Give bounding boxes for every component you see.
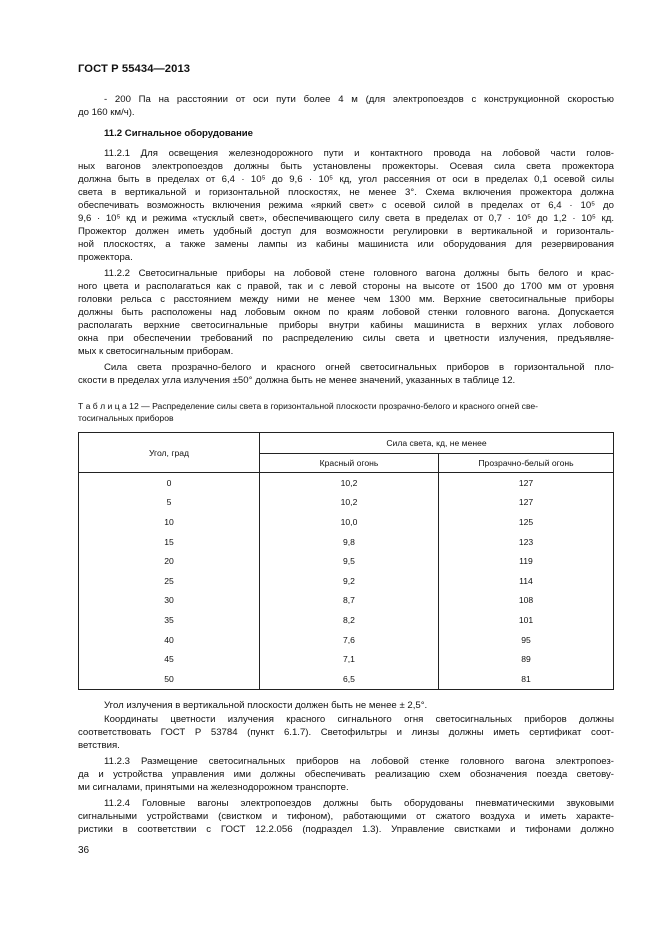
- cell-angle: 45: [79, 649, 260, 669]
- table-row: [79, 649, 614, 669]
- cell-red: 6,5: [260, 669, 439, 689]
- text-line: скости в пределах угла излучения ±50° должна быть не менее значений, указанных в таблице 12.: [78, 375, 516, 386]
- cell-red: 7,1: [260, 649, 439, 669]
- section-title: 11.2 Сигнальное оборудование: [104, 128, 253, 139]
- table-row: [79, 591, 614, 611]
- table-row: [79, 669, 614, 689]
- cell-red: 8,2: [260, 610, 439, 630]
- data-table: [78, 432, 614, 690]
- text-line: 9,6 · 10⁵ кд и режима «тусклый свет», обеспечивающего силу света в пределах от 0,7 · 10⁵ до 1,2 · 10⁵ кд.: [78, 213, 614, 224]
- table-row: [79, 610, 614, 630]
- text-line: 11.2.1 Для освещения железнодорожного пути и контактного провода на лобовой части голов-: [104, 148, 614, 159]
- column-header-white: Прозрачно-белый огонь: [439, 454, 614, 473]
- cell-white: 123: [439, 532, 614, 552]
- text-line: ми сигналами, принятыми на железнодорожном транспорте.: [78, 782, 349, 793]
- text-line: ристики в соответствии с ГОСТ 12.2.056 (подраздел 1.3). Управление свистками и тифонами должно: [78, 824, 614, 835]
- table-row: [79, 532, 614, 552]
- text-line: 11.2.2 Светосигнальные приборы на лобовой стене головного вагона должны быть белого и крас-: [104, 268, 614, 279]
- text-line: Угол излучения в вертикальной плоскости должен быть не менее ± 2,5°.: [104, 700, 428, 711]
- text-line: ветствия.: [78, 740, 120, 751]
- text-line: до 160 км/ч).: [78, 107, 135, 118]
- text-line: располагать верхние светосигнальные приборы внутри кабины машиниста в верхних углах лобового: [78, 320, 614, 331]
- text-line: ного цвета и располагаться как с правой, так и с левой стороны на высоте от 1500 до 1700 мм от уровня: [78, 281, 614, 292]
- text-line: головки рельса с расстоянием между ними не менее чем 1300 мм. Верхние светосигнальные приборы: [78, 294, 614, 305]
- table-caption: тосигнальных приборов: [78, 413, 174, 423]
- cell-red: 7,6: [260, 630, 439, 650]
- text-line: должна быть в пределах от 6,4 · 10⁵ до 9,6 · 10⁵ кд, угол рассеяния от оси в пределах 0,1 осевой силы: [78, 174, 614, 185]
- cell-angle: 40: [79, 630, 260, 650]
- text-line: 11.2.3 Размещение светосигнальных приборов на лобовой стенке головного вагона электропоез-: [104, 756, 614, 767]
- text-line: соответствовать ГОСТ Р 53784 (пункт 6.1.7). Светофильтры и линзы должны иметь сертификат соот-: [78, 727, 614, 738]
- text-line: да и устройства управления ими должны обеспечивать реализацию схем обозначения поезда светову-: [78, 769, 614, 780]
- cell-red: 9,5: [260, 551, 439, 571]
- cell-white: 89: [439, 649, 614, 669]
- text-line: ной плоскостях, а также замены лампы из кабины машиниста или оборудования для резервирования: [78, 239, 614, 250]
- cell-white: 95: [439, 630, 614, 650]
- text-line: Сила света прозрачно-белого и красного огней светосигнальных приборов в горизонтальной пло-: [104, 362, 614, 373]
- text-line: Прожектор должен иметь удобный доступ для возможности регулировки в вертикальной и горизонталь-: [78, 226, 614, 237]
- cell-angle: 20: [79, 551, 260, 571]
- cell-white: 119: [439, 551, 614, 571]
- cell-red: 9,8: [260, 532, 439, 552]
- cell-white: 81: [439, 669, 614, 689]
- page-number: 36: [78, 845, 90, 856]
- text-line: ных вагонов электропоездов должны быть установлены прожекторы. Осевая сила света прожектора: [78, 161, 614, 172]
- cell-white: 127: [439, 473, 614, 493]
- cell-red: 10,0: [260, 512, 439, 532]
- table-row: [79, 630, 614, 650]
- document-header: ГОСТ Р 55434—2013: [78, 63, 191, 75]
- cell-angle: 35: [79, 610, 260, 630]
- cell-red: 10,2: [260, 493, 439, 513]
- text-line: 11.2.4 Головные вагоны электропоездов должны быть оборудованы пневматическими звуковыми: [104, 798, 614, 809]
- text-line: окна при обеспечении требований по распределению силы света и цветности излучения, предъявляе-: [78, 333, 614, 344]
- table-caption: Т а б л и ц а 12 — Распределение силы света в горизонтальной плоскости прозрачно-белого и красного огней све-: [78, 401, 539, 411]
- table-row: [79, 473, 614, 493]
- text-line: должны быть расположены над лобовым окном по краям лобовой стенки головного вагона. Допускается: [78, 307, 614, 318]
- cell-white: 108: [439, 591, 614, 611]
- cell-red: 9,2: [260, 571, 439, 591]
- text-line: света в вертикальной и горизонтальной плоскостях, не менее 3°. Схема включения прожектора должна: [78, 187, 614, 198]
- text-line: Координаты цветности излучения красного сигнального огня светосигнальных приборов должны: [104, 714, 614, 725]
- cell-white: 101: [439, 610, 614, 630]
- column-header-angle: Угол, град: [79, 433, 260, 473]
- text-line: обеспечивать возможность включения режима «яркий свет» с осевой силой в пределах от 6,4 · 10⁵ до: [78, 200, 614, 211]
- cell-angle: 15: [79, 532, 260, 552]
- cell-white: 127: [439, 493, 614, 513]
- column-header-red: Красный огонь: [260, 454, 439, 473]
- text-line: мых к светосигнальным приборам.: [78, 346, 234, 357]
- table-row: [79, 493, 614, 513]
- cell-angle: 30: [79, 591, 260, 611]
- table-row: [79, 551, 614, 571]
- cell-red: 10,2: [260, 473, 439, 493]
- cell-angle: 10: [79, 512, 260, 532]
- cell-white: 114: [439, 571, 614, 591]
- table-row: [79, 571, 614, 591]
- text-line: сигнальными устройствами (свистком и тифоном), работающими от сжатого воздуха и иметь характе-: [78, 811, 614, 822]
- text-line: прожектора.: [78, 252, 133, 263]
- cell-red: 8,7: [260, 591, 439, 611]
- cell-angle: 50: [79, 669, 260, 689]
- table-row: [79, 512, 614, 532]
- cell-angle: 5: [79, 493, 260, 513]
- cell-angle: 0: [79, 473, 260, 493]
- cell-white: 125: [439, 512, 614, 532]
- text-line: - 200 Па на расстоянии от оси пути более 4 м (для электропоездов с конструкционной скоростью: [104, 94, 614, 105]
- column-header-group: Сила света, кд, не менее: [260, 433, 614, 454]
- cell-angle: 25: [79, 571, 260, 591]
